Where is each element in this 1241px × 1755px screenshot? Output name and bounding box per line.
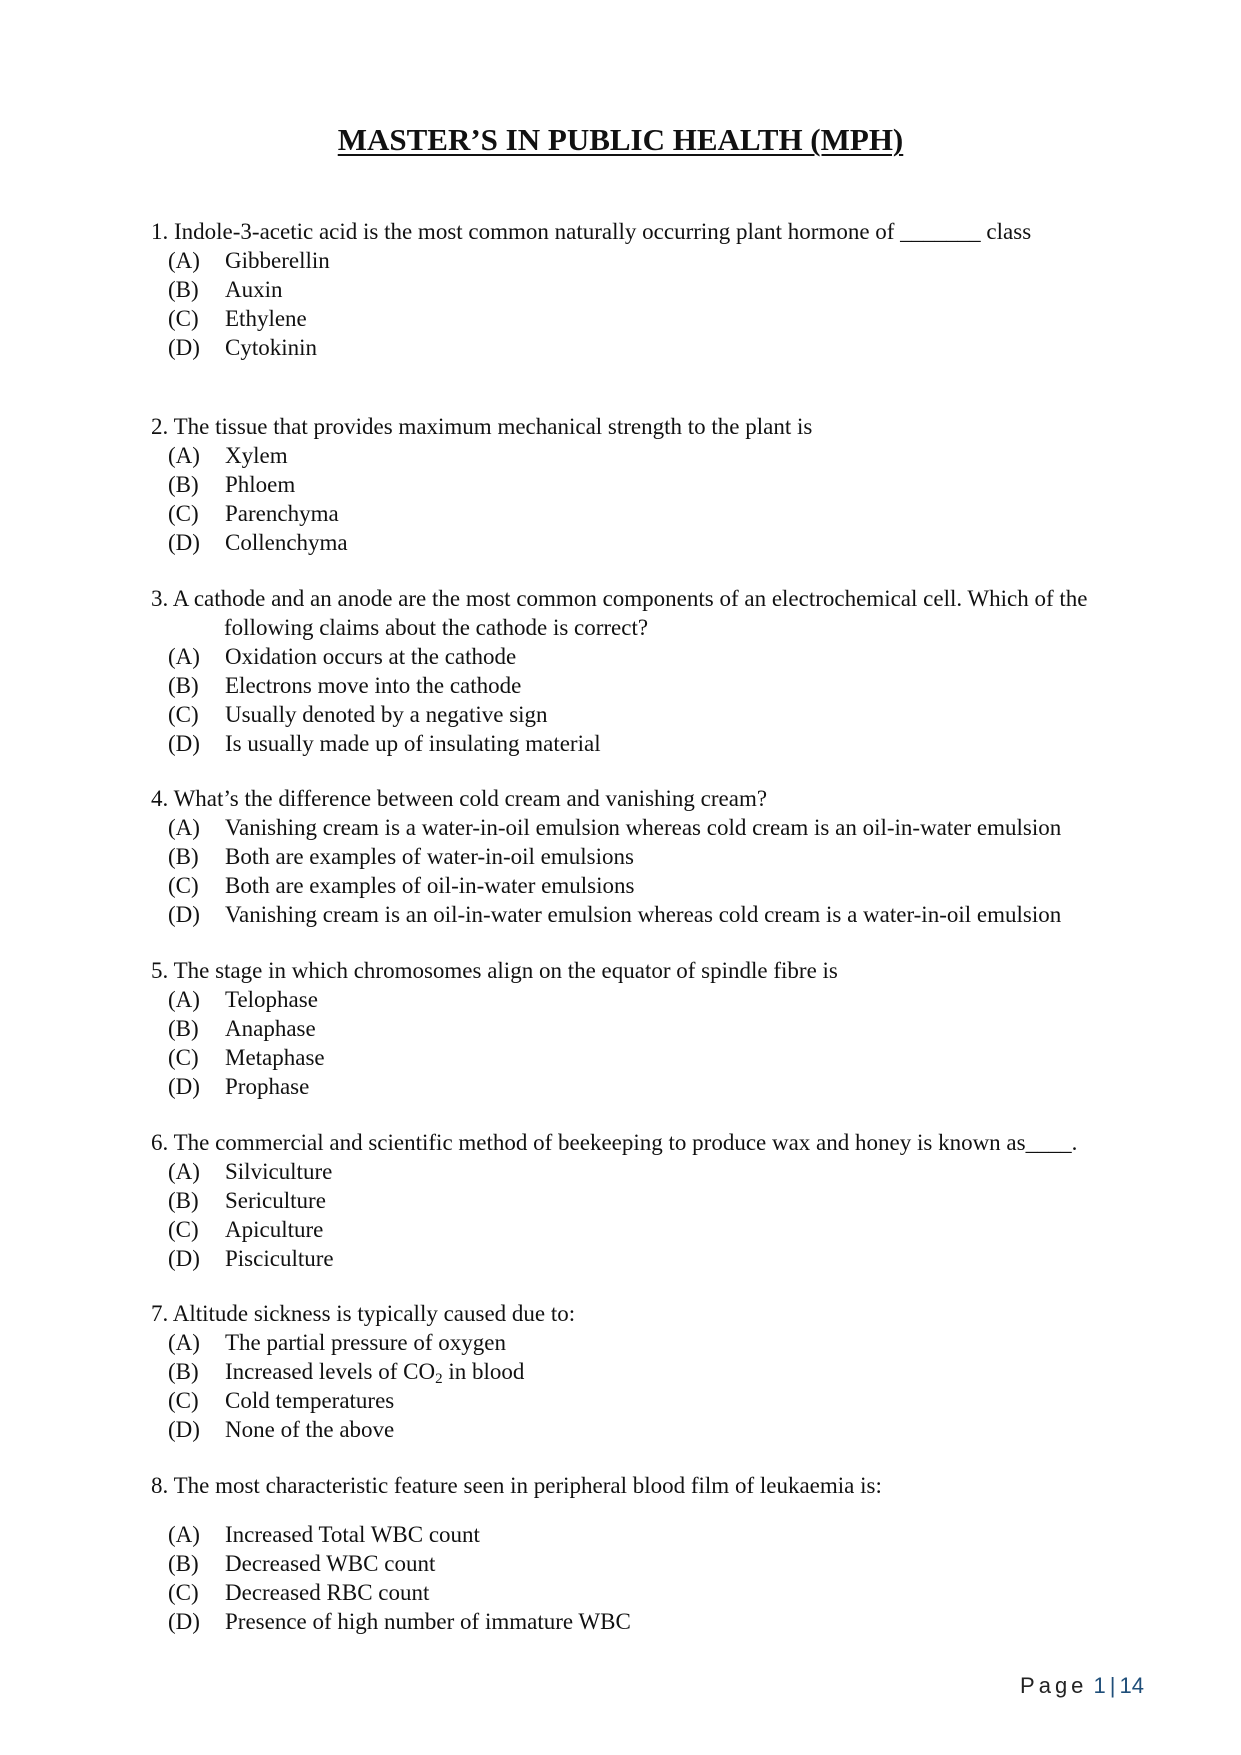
option-text: Telophase <box>225 987 318 1012</box>
option-letter: (C) <box>168 1388 199 1413</box>
page-footer <box>1020 1673 1144 1699</box>
option-text-after: in blood <box>442 1359 525 1384</box>
option-letter: (C) <box>168 1045 199 1070</box>
option-letter: (A) <box>168 644 200 669</box>
question-4 <box>151 784 1151 929</box>
option-d <box>151 1072 1151 1101</box>
page-word: Page <box>1020 1673 1088 1698</box>
question-2 <box>151 412 1151 557</box>
option-letter: (D) <box>168 335 200 360</box>
option-c <box>151 1578 1151 1607</box>
option-text: Electrons move into the cathode <box>225 673 522 698</box>
option-text: Vanishing cream is a water-in-oil emulsion whereas cold cream is an oil-in-water emulsion <box>225 815 1062 840</box>
option-letter: (A) <box>168 248 200 273</box>
question-stem: 1. Indole-3-acetic acid is the most common naturally occurring plant hormone of _______ class <box>151 219 1032 244</box>
option-letter: (B) <box>168 673 199 698</box>
option-letter: (B) <box>168 1016 199 1041</box>
option-text: Oxidation occurs at the cathode <box>225 644 517 669</box>
question-stem: 6. The commercial and scientific method of beekeeping to produce wax and honey is known as____. <box>151 1130 1078 1155</box>
option-text: Pisciculture <box>225 1246 334 1271</box>
page-total: 14 <box>1119 1673 1144 1698</box>
option-letter: (B) <box>168 277 199 302</box>
option-text: Xylem <box>225 443 288 468</box>
option-text: Cytokinin <box>225 335 318 360</box>
option-letter: (B) <box>168 844 199 869</box>
option-text: Sericulture <box>225 1188 326 1213</box>
option-b <box>151 275 1151 304</box>
option-c <box>151 871 1151 900</box>
question-stem: 4. What’s the difference between cold cream and vanishing cream? <box>151 786 768 811</box>
option-d <box>151 1244 1151 1273</box>
option-b <box>151 1549 1151 1578</box>
option-letter: (B) <box>168 1188 199 1213</box>
option-d <box>151 1607 1151 1636</box>
question-8 <box>151 1471 1151 1636</box>
option-text: Both are examples of water-in-oil emulsions <box>225 844 634 869</box>
option-letter: (C) <box>168 501 199 526</box>
option-text: Vanishing cream is an oil-in-water emulsion whereas cold cream is a water-in-oil emulsion <box>225 902 1062 927</box>
subscript-2: 2 <box>435 1371 443 1387</box>
option-text: Prophase <box>225 1074 310 1099</box>
question-7 <box>151 1299 1151 1444</box>
option-text: Decreased WBC count <box>225 1551 436 1576</box>
option-letter: (D) <box>168 1609 200 1634</box>
option-text: The partial pressure of oxygen <box>225 1330 507 1355</box>
option-text: Decreased RBC count <box>225 1580 430 1605</box>
option-text <box>225 1357 524 1386</box>
option-b <box>151 1186 1151 1215</box>
option-d <box>151 900 1151 929</box>
option-letter: (C) <box>168 1217 199 1242</box>
option-a <box>151 642 1136 671</box>
option-text: Ethylene <box>225 306 307 331</box>
option-letter: (D) <box>168 1417 200 1442</box>
question-3 <box>151 584 1136 758</box>
option-a <box>151 1157 1151 1186</box>
option-letter: (B) <box>168 472 199 497</box>
option-a <box>151 985 1151 1014</box>
document-title: MASTER’S IN PUBLIC HEALTH (MPH) <box>337 122 904 157</box>
option-letter: (C) <box>168 873 199 898</box>
option-letter: (C) <box>168 1580 199 1605</box>
option-text: Metaphase <box>225 1045 325 1070</box>
option-c <box>151 1215 1151 1244</box>
question-stem: 3. A cathode and an anode are the most common components of an electrochemical cell. Which of the following claims about the cathode is correct? <box>151 586 1088 640</box>
option-letter: (B) <box>168 1551 199 1576</box>
question-stem: 5. The stage in which chromosomes align on the equator of spindle fibre is <box>151 958 838 983</box>
option-a <box>151 441 1151 470</box>
option-letter: (C) <box>168 702 199 727</box>
option-letter: (D) <box>168 731 200 756</box>
option-letter: (D) <box>168 1074 200 1099</box>
option-c <box>151 1043 1151 1072</box>
option-d <box>151 729 1136 758</box>
option-text: Anaphase <box>225 1016 316 1041</box>
question-6 <box>151 1128 1151 1273</box>
option-text: Cold temperatures <box>225 1388 395 1413</box>
option-b <box>151 1357 1151 1386</box>
option-letter: (A) <box>168 987 200 1012</box>
option-text: Parenchyma <box>225 501 339 526</box>
option-text: Collenchyma <box>225 530 348 555</box>
option-c <box>151 499 1151 528</box>
option-text: Increased Total WBC count <box>225 1522 480 1547</box>
option-text-before: Increased levels of CO <box>225 1359 436 1384</box>
option-text: Is usually made up of insulating material <box>225 731 601 756</box>
option-a <box>151 1328 1151 1357</box>
option-letter: (C) <box>168 306 199 331</box>
page-number: 1 <box>1093 1673 1106 1698</box>
option-text: Gibberellin <box>225 248 330 273</box>
option-text: Phloem <box>225 472 296 497</box>
option-b <box>151 842 1151 871</box>
option-text: Apiculture <box>225 1217 324 1242</box>
option-text: None of the above <box>225 1417 395 1442</box>
option-d <box>151 333 1151 362</box>
question-stem: 8. The most characteristic feature seen in peripheral blood film of leukaemia is: <box>151 1473 882 1498</box>
option-b <box>151 671 1136 700</box>
option-letter: (D) <box>168 1246 200 1271</box>
page-separator: | <box>1109 1673 1116 1698</box>
option-letter: (A) <box>168 443 200 468</box>
question-stem: 7. Altitude sickness is typically caused due to: <box>151 1301 576 1326</box>
option-d <box>151 1415 1151 1444</box>
question-1 <box>151 217 1151 362</box>
option-d <box>151 528 1151 557</box>
option-text: Usually denoted by a negative sign <box>225 702 548 727</box>
question-5 <box>151 956 1151 1101</box>
question-stem: 2. The tissue that provides maximum mechanical strength to the plant is <box>151 414 813 439</box>
option-letter: (D) <box>168 530 200 555</box>
option-letter: (A) <box>168 1159 200 1184</box>
option-a <box>151 813 1151 842</box>
option-text: Silviculture <box>225 1159 333 1184</box>
option-text: Both are examples of oil-in-water emulsions <box>225 873 635 898</box>
option-letter: (A) <box>168 815 200 840</box>
option-letter: (D) <box>168 902 200 927</box>
option-letter: (A) <box>168 1522 200 1547</box>
option-c <box>151 304 1151 333</box>
option-text: Presence of high number of immature WBC <box>225 1609 631 1634</box>
option-b <box>151 1014 1151 1043</box>
option-letter: (B) <box>168 1359 199 1384</box>
option-letter: (A) <box>168 1330 200 1355</box>
option-c <box>151 700 1136 729</box>
option-b <box>151 470 1151 499</box>
option-c <box>151 1386 1151 1415</box>
option-a <box>151 246 1151 275</box>
option-text: Auxin <box>225 277 283 302</box>
option-a <box>151 1520 1151 1549</box>
